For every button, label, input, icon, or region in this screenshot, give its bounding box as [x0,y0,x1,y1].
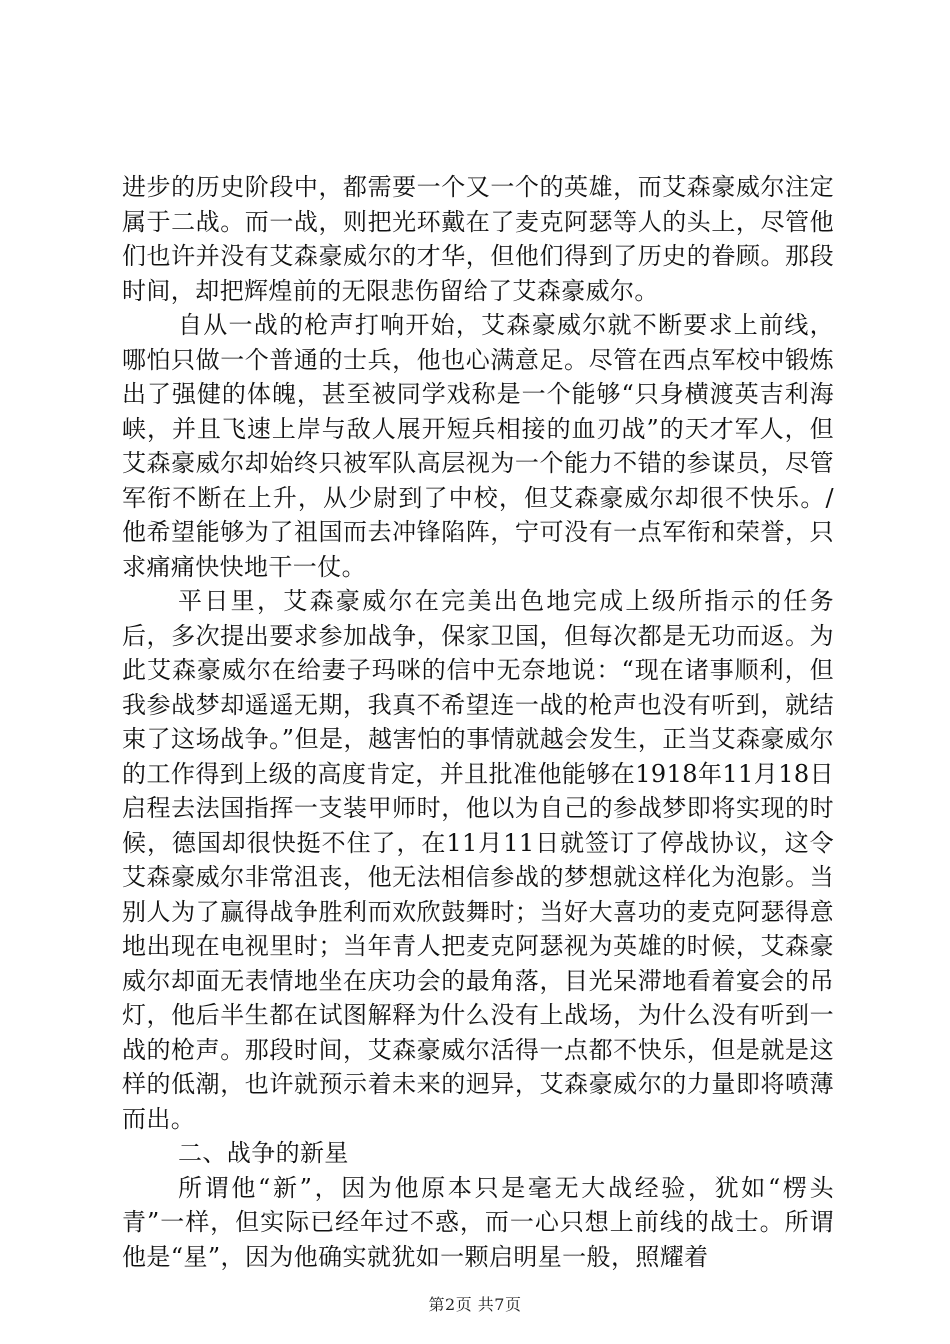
document-body [122,170,834,1274]
section-heading: 二、战争的新星 [178,1139,349,1167]
page-footer: 第2页 共7页 [428,1295,522,1314]
paragraph-1: 进步的历史阶段中，都需要一个又一个的英雄，而艾森豪威尔注定属于二战。而一战，则把光环戴在了麦克阿瑟等人的头上，尽管他们也许并没有艾森豪威尔的才华，但他们得到了历史的眷顾。那段时间，却把辉煌前的无限悲伤留给了艾森豪威尔。 [122,173,834,305]
paragraph-4: 所谓他“新”，因为他原本只是毫无大战经验，犹如“楞头青”一样，但实际已经年过不惑，而一心只想上前线的战士。所谓他是“星”，因为他确实就犹如一颗启明星一般，照耀着 [122,1173,834,1271]
paragraph-2: 自从一战的枪声打响开始，艾森豪威尔就不断要求上前线，哪怕只做一个普通的士兵，他也心满意足。尽管在西点军校中锻炼出了强健的体魄，甚至被同学戏称是一个能够“只身横渡英吉利海峡，并且飞速上岸与敌人展开短兵相接的血刃战”的天才军人，但艾森豪威尔却始终只被军队高层视为一个能力不错的参谋员，尽管军衔不断在上升，从少尉到了中校，但艾森豪威尔却很不快乐。/他希望能够为了祖国而去冲锋陷阵，宁可没有一点军衔和荣誉，只求痛痛快快地干一仗。 [122,311,834,581]
paragraph-3: 平日里，艾森豪威尔在完美出色地完成上级所指示的任务后，多次提出要求参加战争，保家卫国，但每次都是无功而返。为此艾森豪威尔在给妻子玛咪的信中无奈地说：“现在诸事顺利，但我参战梦却遥遥无期，我真不希望连一战的枪声也没有听到，就结束了这场战争。”但是，越害怕的事情就越会发生，正当艾森豪威尔的工作得到上级的高度肯定，并且批准他能够在1918年11月18日启程去法国指挥一支装甲师时，他以为自己的参战梦即将实现的时候，德国却很快挺不住了，在11月11日就签订了停战协议，这令艾森豪威尔非常沮丧，他无法相信参战的梦想就这样化为泡影。当别人为了赢得战争胜利而欢欣鼓舞时；当好大喜功的麦克阿瑟得意地出现在电视里时；当年青人把麦克阿瑟视为英雄的时候，艾森豪威尔却面无表情地坐在庆功会的最角落，目光呆滞地看着宴会的吊灯，他后半生都在试图解释为什么没有上战场，为什么没有听到一战的枪声。那段时间，艾森豪威尔活得一点都不快乐，但是就是这样的低潮，也许就预示着未来的迥异，艾森豪威尔的力量即将喷薄而出。 [122,587,834,1133]
